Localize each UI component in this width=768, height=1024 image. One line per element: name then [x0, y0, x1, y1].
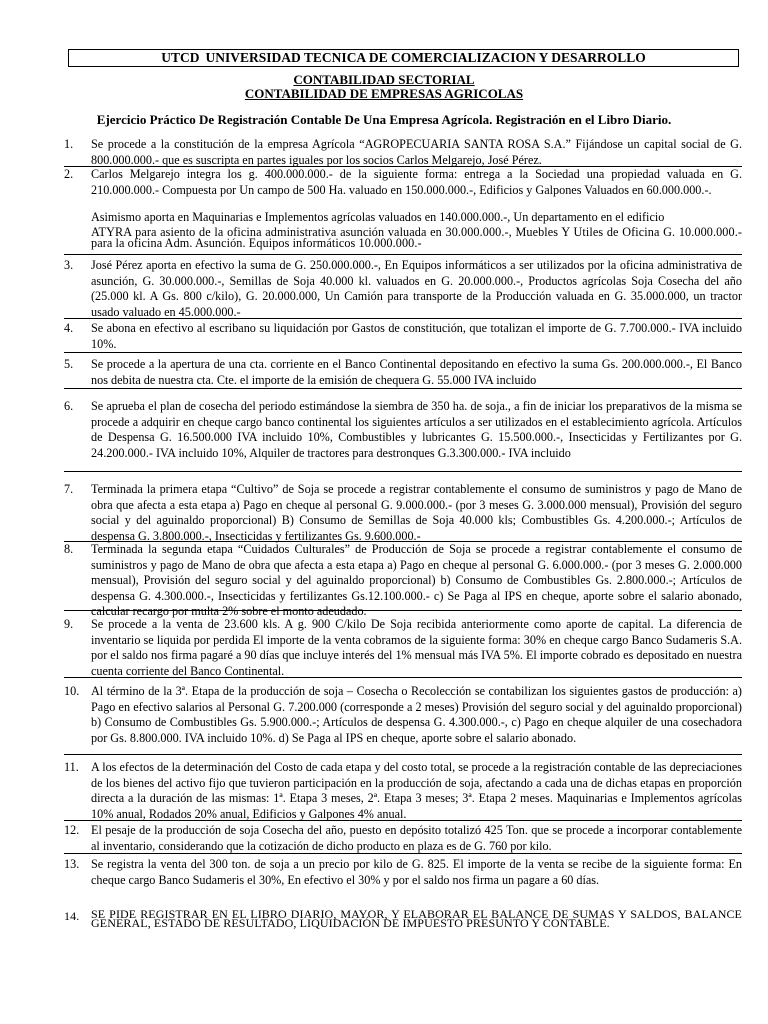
- item-number: 11.: [64, 760, 79, 774]
- item-number: 4.: [64, 321, 74, 335]
- item-text: Asimismo aporta en Maquinarias e Implementos agrícolas valuados en 140.000.000.-, Un departamento en el edificio: [91, 210, 665, 224]
- item-text: Terminada la segunda etapa “Cuidados Culturales” de Producción de Soja se procede a registrar contablemente el consumo de suministros y pago de Mano de obra que afecta a esta etapa a) Pago en cheque al personal G. 6.000.000.- (por 3 meses G. 2.000.000 mensual), Provisión del seguro social y del aguinaldo proporcional) b) Consumo de Combustibles Gs. 2.800.000.-; Artículos de despensa G. 4.300.000.-, Insecticidas y fertilizantes Gs.12.100.000.- c) Se Paga al IPS en cheque, aporte sobre el salario abonado, calcular recargo por multa 2% sobre el monto adeudado.: [91, 542, 742, 619]
- list-item: [64, 258, 742, 322]
- item-text: SE PIDE REGISTRAR EN EL LIBRO DIARIO, MAYOR, Y ELABORAR EL BALANCE DE SUMAS Y SALDOS, BALANCE GENERAL, ESTADO DE RESULTADO, LIQUIDACIÓN DE IMPUESTO PRESUNTO Y CONTABLE.: [91, 907, 742, 930]
- item-number: 5.: [64, 357, 74, 371]
- item-text: José Pérez aporta en efectivo la suma de G. 250.000.000.-, En Equipos informáticos a ser utilizados por la oficina administrativa de asunción, G. 30.000.000.-, Semillas de Soja 40.000 kl. valuados en G. 20.000.000.-, Productos agrícolas Soja Cosecha del año (25.000 kl. A Gs. 800 c/kilo), G. 20.000.000, Un Camión para transporte de la Producción valuada en G. 35.000.000, un tractor usado valuado en 45.000.000.-: [91, 258, 742, 319]
- divider: [64, 471, 742, 472]
- item-number: 8.: [64, 542, 74, 556]
- divider: [64, 820, 742, 821]
- item-text: ATYRA para asiento de la oficina administrativa asunción valuada en 30.000.000.-, Muebles Y Utiles de Oficina G. 10.000.000.- para la oficina Adm. Asunción. Equipos informáticos 10.000.000.-: [91, 225, 742, 250]
- divider: [64, 352, 742, 353]
- item-number: 12.: [64, 823, 80, 837]
- course-subtitle: CONTABILIDAD DE EMPRESAS AGRICOLAS: [244, 86, 524, 101]
- item-number: 6.: [64, 399, 74, 413]
- list-item: [64, 857, 742, 889]
- item-number: 3.: [64, 258, 74, 272]
- list-item: [64, 907, 742, 934]
- divider: [64, 853, 742, 854]
- list-item: [64, 399, 742, 479]
- divider: [64, 754, 742, 755]
- item-text: Carlos Melgarejo integra los g. 400.000.000.- de la siguiente forma: entrega a la Sociedad una propiedad valuada en G. 210.000.000.- Compuesta por Un campo de 500 Ha. valuado en 150.000.000.-, Edificios y Galpones Valuados en 60.000.000.-.: [91, 167, 742, 197]
- exercise-heading: Ejercicio Práctico De Registración Contable De Una Empresa Agrícola. Registración en el Libro Diario.: [96, 112, 672, 127]
- list-item-continuation: [64, 210, 742, 226]
- list-item-continuation: [64, 227, 742, 255]
- divider: [64, 677, 742, 678]
- list-item: [64, 542, 742, 619]
- list-item: [64, 321, 742, 353]
- item-number: 2.: [64, 167, 74, 181]
- divider: [64, 388, 742, 389]
- item-number: 9.: [64, 617, 74, 631]
- university-name: UNIVERSIDAD TECNICA DE COMERCIALIZACION Y DESARROLLO: [205, 50, 646, 65]
- list-item: [64, 823, 742, 855]
- item-text: Se procede a la constitución de la empresa Agrícola “AGROPECUARIA SANTA ROSA S.A.” Fijándose un capital social de G. 800.000.000.- que es suscripta en partes iguales por los socios Carlos Melgarejo, José Pérez.: [91, 137, 742, 167]
- list-item: [64, 482, 742, 546]
- item-text: Se procede a la venta de 23.600 kls. A g. 900 C/kilo De Soja recibida anteriormente como aporte de capital. La diferencia de inventario se liquida por perdida El importe de la venta cobramos de la siguiente forma: 30% en cheque cargo Banco Sudameris S.A. por el saldo nos firma pagaré a 90 días que incluye interés del 1% mensual más IVA 5%. El importe cobrado es depositado en nuestra cuenta corriente del Banco Continental.: [91, 617, 742, 678]
- list-item: [64, 137, 742, 169]
- item-text: A los efectos de la determinación del Costo de cada etapa y del costo total, se procede a la registración contable de las depreciaciones de los bienes del activo fijo que tuvieron participación en la producción de soja, afectando a cada una de dichas etapas en proporción directa a la duración de las mismas: 1ª. Etapa 3 meses, 2ª. Etapa 3 meses; 3ª. Etapa 2 meses. Maquinarias e Implementos agrícolas 10% anual, Rodados 20% anual, Edificios y Galpones 4% anual.: [91, 760, 742, 821]
- item-text: Se abona en efectivo al escribano su liquidación por Gastos de constitución, que totalizan el importe de G. 7.700.000.- IVA incluido 10%.: [91, 321, 742, 351]
- divider: [64, 318, 742, 319]
- item-text: Se aprueba el plan de cosecha del periodo estimándose la siembra de 350 ha. de soja., a fin de iniciar los preparativos de la misma se procede a adquirir en cheque cargo banco continental los siguientes artículos a ser utilizados en el establecimiento agrícola. Artículos de Despensa G. 16.500.000 IVA incluido 10%, Combustibles y lubricantes G. 15.500.000.-, Insecticidas y Fertilizantes por G. 24.200.000.- IVA incluido 10%, Alquiler de tractores para destronques G.3.300.000.- IVA incluido: [91, 399, 742, 460]
- item-text: Se procede a la apertura de una cta. corriente en el Banco Continental depositando en efectivo la suma Gs. 200.000.000.-, El Banco nos debita de nuestra cta. Cte. el importe de la emisión de chequera G. 55.000 IVA incluido: [91, 357, 742, 387]
- item-number: 1.: [64, 137, 74, 151]
- item-number: 7.: [64, 482, 74, 496]
- list-item: [64, 684, 742, 756]
- divider: [64, 254, 742, 255]
- item-number: 13.: [64, 857, 80, 871]
- item-text: El pesaje de la producción de soja Cosecha del año, puesto en depósito totalizó 425 Ton. que se procede a incorporar contablemente al inventario, considerando que la cotización de dicho producto en plaza es de G. 760 por kilo.: [91, 823, 742, 853]
- list-item: [64, 167, 742, 215]
- course-title: CONTABILIDAD SECTORIAL: [293, 72, 475, 87]
- list-item: [64, 760, 742, 824]
- university-header: [68, 49, 739, 67]
- item-text: Se registra la venta del 300 ton. de soja a un precio por kilo de G. 825. El importe de la venta se recibe de la siguiente forma: En cheque cargo Banco Sudameris el 30%, En efectivo el 30% y por el saldo nos firma un pagare a 60 días.: [91, 857, 742, 887]
- item-number: 10.: [64, 684, 80, 698]
- list-item: [64, 357, 742, 389]
- university-abbreviation: UTCD: [161, 50, 200, 65]
- list-item: [64, 617, 742, 681]
- item-text: Al término de la 3ª. Etapa de la producción de soja – Cosecha o Recolección se contabilizan los siguientes gastos de producción: a) Pago en efectivo salarios al Personal G. 7.200.000 (corresponde a 2 meses) Provisión del seguro social y del aguinaldo proporcional) b) Consumo de Combustibles Gs. 5.900.000.-; Artículos de despensa G. 4.300.000.-, c) Pago en cheque alquiler de una cosechadora por Gs. 8.800.000. IVA incluido 10%. d) Se Paga al IPS en cheque, aporte sobre el salario abonado.: [91, 684, 742, 745]
- item-number: 14.: [64, 909, 80, 923]
- item-text: Terminada la primera etapa “Cultivo” de Soja se procede a registrar contablemente el consumo de suministros y pago de Mano de obra que afecta a esta etapa a) Pago en cheque al personal G. 9.000.000.- (por 3 meses G. 3.000.000 mensual), Provisión del seguro social y del aguinaldo proporcional) B) Consumo de Semillas de Soja 40.000 kls; Combustibles Gs. 4.200.000.-; Artículos de despensa G. 3.800.000.-, Insecticidas y fertilizantes Gs. 9.600.000.-: [91, 482, 742, 543]
- divider: [64, 610, 742, 611]
